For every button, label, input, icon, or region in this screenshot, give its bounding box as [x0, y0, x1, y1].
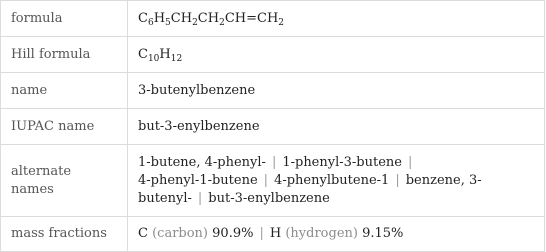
mass-fraction: 90.9%: [212, 226, 254, 241]
row-label-mass-fractions: mass fractions: [1, 217, 128, 252]
table-row-mass-fractions: [1, 217, 545, 252]
formula-part: CH: [170, 10, 193, 26]
alternate-name: 4-phenyl-1-butene: [138, 173, 258, 188]
hill-formula-value: [128, 37, 545, 73]
table-row-hill-formula: [1, 37, 545, 73]
row-label-formula: formula: [1, 1, 128, 37]
mass-fraction: 9.15%: [362, 226, 404, 241]
separator: |: [408, 155, 413, 170]
formula-subscript: 2: [278, 17, 285, 28]
formula-subscript: 5: [165, 17, 171, 28]
element-symbol: H: [269, 226, 282, 241]
mass-fractions-value: [128, 217, 545, 252]
formula-part: CH: [197, 10, 220, 26]
element-name: (hydrogen): [285, 226, 358, 241]
separator: |: [263, 173, 269, 188]
formula-subscript: 2: [219, 17, 225, 28]
formula-subscript: 2: [192, 17, 198, 28]
table-row-name: [1, 73, 545, 109]
formula-value: [128, 1, 545, 37]
row-label-iupac-name: IUPAC name: [1, 109, 128, 145]
formula-subscript: 12: [170, 53, 183, 64]
formula-subscript: 6: [147, 17, 154, 28]
element-name: (carbon): [152, 226, 209, 241]
separator: |: [197, 191, 203, 206]
formula-part: C: [138, 46, 148, 62]
alternate-name: 1-phenyl-3-butene: [282, 155, 402, 170]
table-row-formula: [1, 1, 545, 37]
alternate-names-value: [128, 145, 545, 217]
alternate-name: benzene, 3-butenyl-: [138, 173, 482, 206]
formula-part: C: [138, 10, 148, 26]
alternate-name: but-3-enylbenzene: [208, 191, 330, 206]
formula-part: H: [159, 46, 171, 62]
formula-part: CH=CH: [224, 10, 279, 26]
table-row-alternate-names: [1, 145, 545, 217]
formula-subscript: 10: [147, 53, 160, 64]
alternate-name: 1-butene, 4-phenyl-: [138, 155, 266, 170]
separator: |: [259, 226, 264, 241]
iupac-name-value: but-3-enylbenzene: [128, 109, 545, 145]
name-value: 3-butenylbenzene: [128, 73, 545, 109]
alternate-name: 4-phenylbutene-1: [274, 173, 390, 188]
formula-part: H: [153, 10, 166, 26]
element-symbol: C: [138, 226, 148, 241]
separator: |: [395, 173, 400, 188]
separator: |: [271, 155, 277, 170]
row-label-hill-formula: Hill formula: [1, 37, 128, 73]
row-label-alternate-names: alternate names: [1, 145, 128, 217]
row-label-name: name: [1, 73, 128, 109]
table-row-iupac-name: [1, 109, 545, 145]
